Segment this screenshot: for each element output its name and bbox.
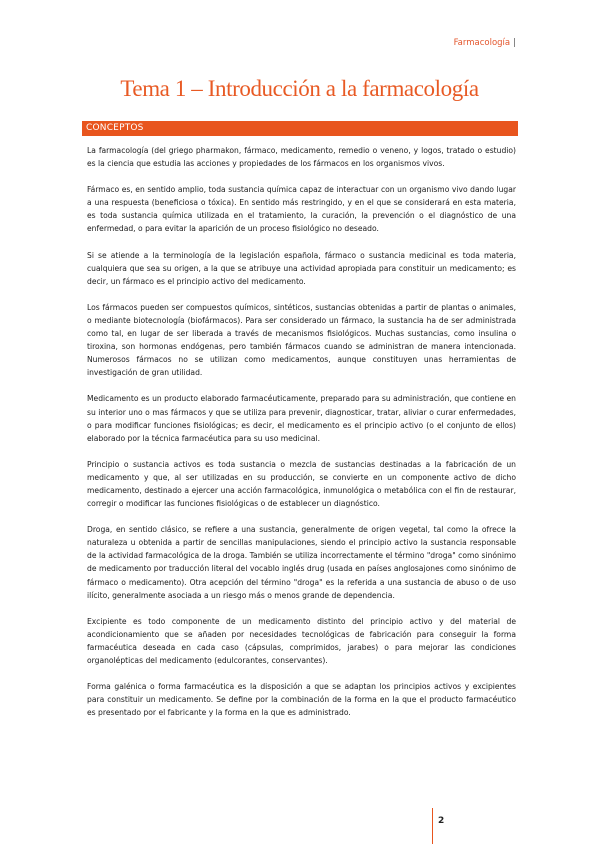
body-text bbox=[87, 144, 516, 732]
footer-divider bbox=[432, 808, 433, 844]
running-header bbox=[454, 38, 516, 48]
section-heading-label: CONCEPTOS bbox=[86, 123, 144, 133]
paragraph-medicamento: Medicamento es un producto elaborado farmacéuticamente, preparado para su administración, que contiene en su interior uno o mas fármacos y que se utiliza para prevenir, diagnosticar, tratar, aliviar o curar enfermedades, o para modificar funciones fisiológicas; es decir, el medicamento es el principio activo (o el conjunto de ellos) elaborado por la técnica farmacéutica para su uso medicinal. bbox=[87, 394, 516, 443]
paragraph-legislacion: Si se atiende a la terminología de la legislación española, fármaco o sustancia medicinal es toda materia, cualquiera que sea su origen, a la que se atribuye una actividad apropiada para constituir un medicamento; es decir, un fármaco es el principio activo del medicamento. bbox=[87, 250, 516, 286]
paragraph-farmaco: Fármaco es, en sentido amplio, toda sustancia química capaz de interactuar con un organismo vivo dando lugar a una respuesta (beneficiosa o tóxica). En sentido más restringido, y en el que se considerará en esta materia, es toda sustancia química utilizada en el tratamiento, la curación, la prevención o el diagnóstico de una enfermedad, o para evitar la aparición de un proceso fisiológico no deseado. bbox=[87, 185, 516, 234]
header-subject: Farmacología bbox=[453, 38, 511, 48]
section-heading-bar bbox=[82, 121, 518, 136]
paragraph-droga: Droga, en sentido clásico, se refiere a una sustancia, generalmente de origen vegetal, tal como la ofrece la naturaleza u obtenida a partir de sencillas manipulaciones, siendo el principio activo la sustancia responsable de la actividad farmacológica de la droga. También se utiliza incorrectamente el término "droga" como sinónimo de medicamento por traducción literal del vocablo inglés drug (usada en países anglosajones como sinónimo de fármaco o medicamento). Otra acepción del término "droga" es la referida a una sustancia de abuso o de uso ilícito, generalmente asociada a un riesgo más o menos grande de dependencia. bbox=[87, 525, 516, 600]
page-number: 2 bbox=[438, 816, 445, 826]
paragraph-forma-galenica: Forma galénica o forma farmacéutica es la disposición a que se adaptan los principios activos y excipientes para constituir un medicamento. Se define por la combinación de la forma en la que el producto farmacéutico es presentado por el fabricante y la forma en la que es administrado. bbox=[87, 682, 516, 718]
page-title: Tema 1 – Introducción a la farmacología bbox=[120, 76, 479, 101]
header-separator: | bbox=[513, 38, 516, 48]
paragraph-excipiente: Excipiente es todo componente de un medicamento distinto del principio activo y del material de acondicionamiento que se añaden por necesidades tecnológicas de fabricación para conseguir la forma farmacéutica deseada en cada caso (cápsulas, comprimidos, jarabes) o para mejorar las condiciones organolépticas del medicamento (edulcorantes, conservantes). bbox=[87, 616, 516, 665]
paragraph-tipos-farmacos: Los fármacos pueden ser compuestos químicos, sintéticos, sustancias obtenidas a partir de plantas o animales, o mediante biotecnología (biofármacos). Para ser considerado un fármaco, la sustancia ha de ser administrada como tal, en lugar de ser liberada a través de mecanismos fisiológicos. Muchas sustancias, como insulina o tiroxina, son hormonas endógenas, pero también fármacos cuando se administran de manera intencionada. Numerosos fármacos no se utilizan como medicamentos, aunque constituyen unas herramientas de investigación de gran utilidad. bbox=[87, 302, 516, 378]
paragraph-principio-activo: Principio o sustancia activos es toda sustancia o mezcla de sustancias destinadas a la fabricación de un medicamento y que, al ser utilizadas en su producción, se convierte en un componente activo de dicho medicamento, destinado a ejercer una acción farmacológica, inmunológica o metabólica con el fin de restaurar, corregir o modificar las funciones fisiológicas o de establecer un diagnóstico. bbox=[87, 459, 516, 509]
paragraph-farmacologia: La farmacología (del griego pharmakon, fármaco, medicamento, remedio o veneno, y logos, tratado o estudio) es la ciencia que estudia las acciones y propiedades de los fármacos en los organismos vivos. bbox=[87, 146, 516, 169]
